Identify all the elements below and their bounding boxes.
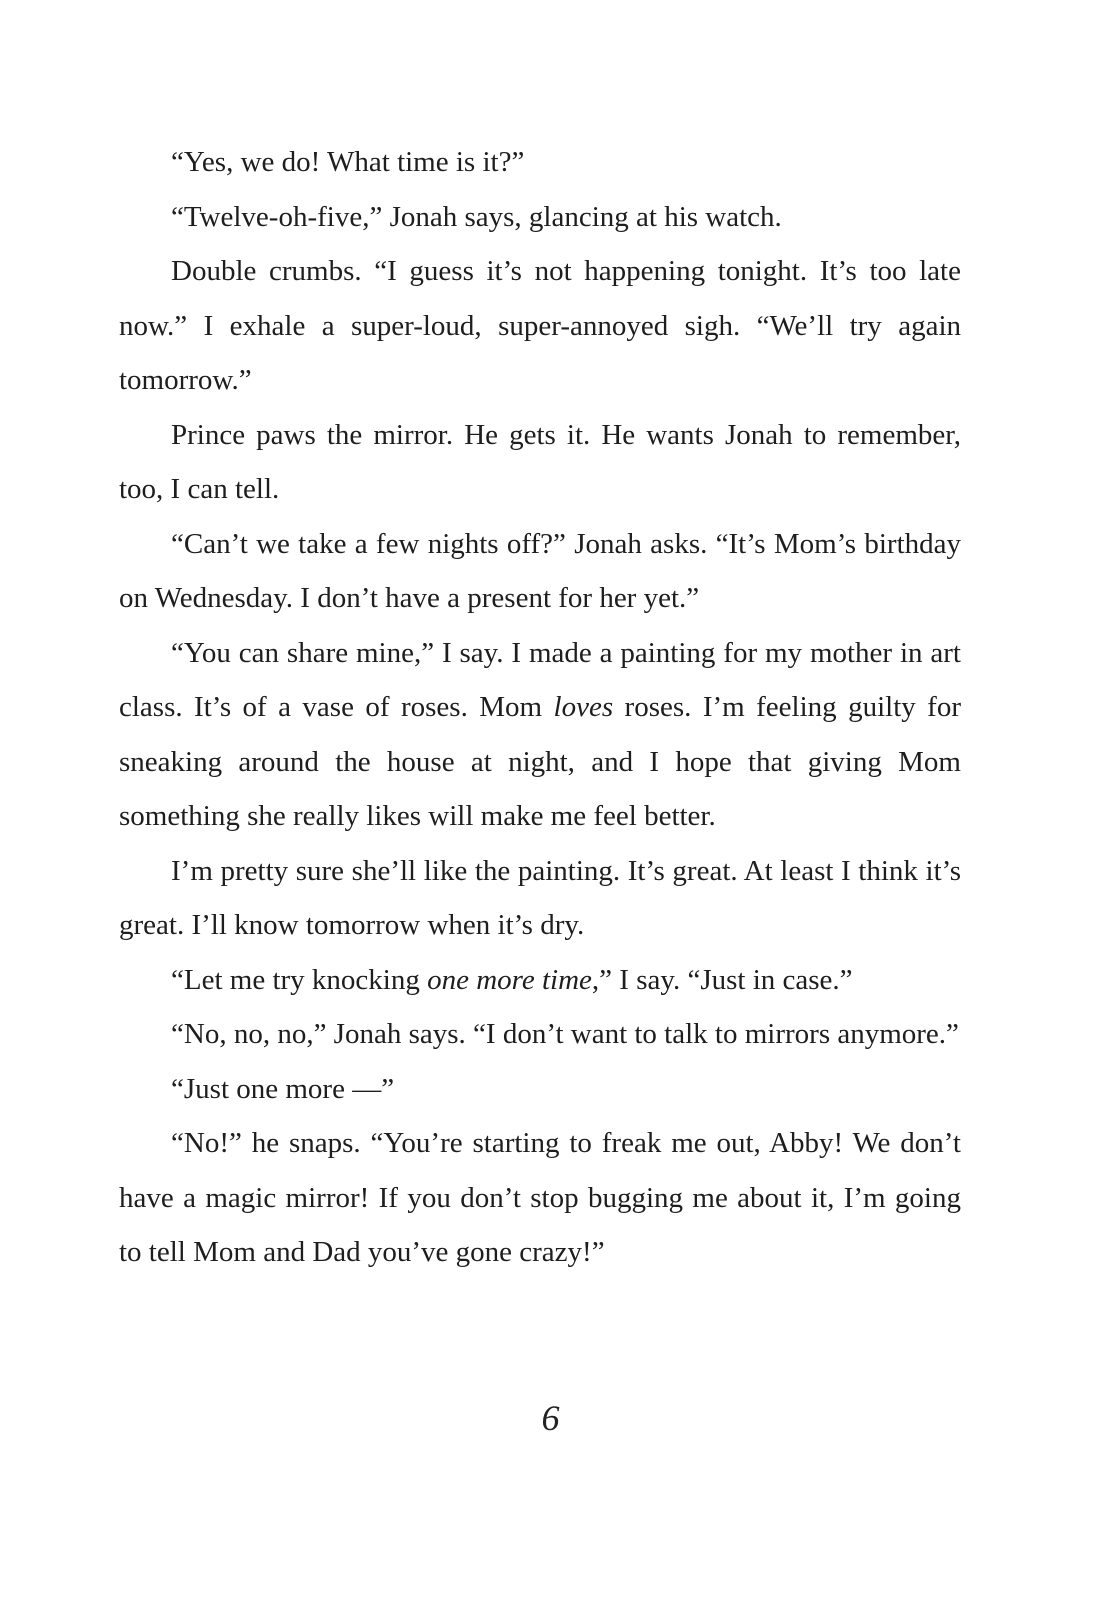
- body-text: [119, 135, 961, 1280]
- paragraph-text: “Let me try knocking: [171, 963, 428, 996]
- paragraph-text: ,” I say. “Just in case.”: [591, 963, 853, 996]
- emphasis-text: one more time: [427, 963, 592, 996]
- paragraph: I’m pretty sure she’ll like the painting. It’s great. At least I think it’s great. I’ll know tomorrow when it’s dry.: [119, 854, 961, 941]
- paragraph-text: roses. I’m feeling guilty for sneaking around the house at night, and I hope that giving Mom something she really likes will make me feel better.: [119, 691, 961, 832]
- paragraph: “No!” he snaps. “You’re starting to freak me out, Abby! We don’t have a magic mirror! If you don’t stop bugging me about it, I’m going to tell Mom and Dad you’ve gone crazy!”: [119, 1127, 961, 1268]
- paragraph: “Twelve-oh-five,” Jonah says, glancing at his watch.: [171, 200, 782, 233]
- paragraph-text: “You can share mine,” I say. I made a painting for my mother in art class. It’s of a vase of roses. Mom: [119, 636, 961, 723]
- paragraph: [119, 953, 961, 1008]
- paragraph: Double crumbs. “I guess it’s not happening tonight. It’s too late now.” I exhale a super-loud, super-annoyed sigh. “We’ll try again tomorrow.”: [119, 255, 961, 396]
- paragraph: Prince paws the mirror. He gets it. He wants Jonah to remember, too, I can tell.: [119, 418, 961, 505]
- paragraph: “Yes, we do! What time is it?”: [171, 146, 525, 178]
- paragraph: “No, no, no,” Jonah says. “I don’t want to talk to mirrors anymore.”: [171, 1018, 959, 1050]
- page-number: 6: [541, 1398, 560, 1438]
- paragraph: [119, 626, 961, 844]
- paragraph: “Just one more —”: [171, 1072, 395, 1105]
- paragraph: “Can’t we take a few nights off?” Jonah asks. “It’s Mom’s birthday on Wednesday. I don’t have a present for her yet.”: [119, 527, 961, 614]
- emphasis-text: loves: [553, 691, 614, 723]
